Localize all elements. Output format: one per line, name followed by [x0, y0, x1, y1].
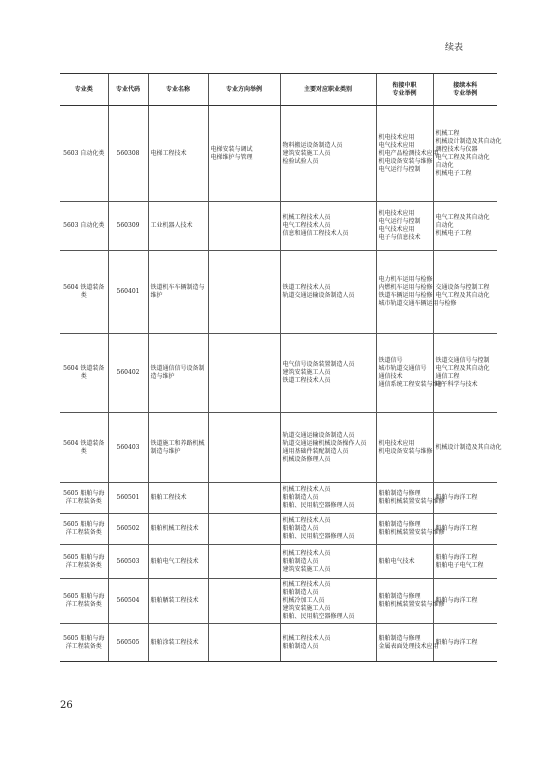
bachelor-cell: 船舶与海洋工程	[433, 483, 497, 514]
category-cell: 5605 船舶与海洋工程装备类	[60, 514, 108, 545]
secondary-cell: 船舶制造与修理 船舶机械装置安装与维修	[376, 579, 433, 624]
table-row	[60, 251, 497, 334]
bachelor-cell: 船舶与海洋工程	[433, 514, 497, 545]
table-row	[60, 106, 497, 202]
name-cell: 船舶机械工程技术	[148, 514, 208, 545]
occupation-cell: 铁道工程技术人员 轨道交通运输设备制造人员	[280, 251, 376, 334]
code-cell: 560504	[108, 579, 148, 624]
category-cell: 5603 自动化类	[60, 202, 108, 251]
code-cell: 560401	[108, 251, 148, 334]
table-row	[60, 624, 497, 662]
direction-cell	[208, 251, 280, 334]
header-cell: 主要对应职业类别	[280, 74, 376, 106]
bachelor-cell: 电气工程及其自动化 自动化 机械电子工程	[433, 202, 497, 251]
table-row	[60, 413, 497, 483]
occupation-cell: 机械工程技术人员 船舶制造人员 船舶、民用航空器修理人员	[280, 514, 376, 545]
code-cell: 560502	[108, 514, 148, 545]
bachelor-cell: 船舶与海洋工程	[433, 579, 497, 624]
header-cell: 专业类	[60, 74, 108, 106]
occupation-cell: 电气信号设备装置制造人员 建筑安装施工人员 铁道工程技术人员	[280, 334, 376, 413]
occupation-cell: 机械工程技术人员 船舶制造人员 船舶、民用航空器修理人员	[280, 483, 376, 514]
category-cell: 5605 船舶与海洋工程装备类	[60, 579, 108, 624]
header-cell: 衔接中职 专业举例	[376, 74, 433, 106]
name-cell: 船舶电气工程技术	[148, 545, 208, 579]
table-row	[60, 545, 497, 579]
bachelor-cell: 铁道交通信号与控制 电气工程及其自动化 通信工程 电子科学与技术	[433, 334, 497, 413]
name-cell: 铁道机车车辆制造与维护	[148, 251, 208, 334]
secondary-cell: 机电技术应用 电气技术应用 机电产品检测技术应用 机电设备安装与维修 电气运行与控制	[376, 106, 433, 202]
occupation-cell: 机械工程技术人员 船舶制造人员	[280, 624, 376, 662]
code-cell: 560505	[108, 624, 148, 662]
header-cell: 专业方向举例	[208, 74, 280, 106]
category-cell: 5605 船舶与海洋工程装备类	[60, 624, 108, 662]
continued-label: 续表	[445, 43, 464, 53]
table-row	[60, 483, 497, 514]
occupation-cell: 机械工程技术人员 电气工程技术人员 信息和通信工程技术人员	[280, 202, 376, 251]
secondary-cell: 电力机车运用与检修 内燃机车运用与检修 铁道车辆运用与检修 城市轨道交通车辆运用与检修	[376, 251, 433, 334]
code-cell: 560402	[108, 334, 148, 413]
direction-cell	[208, 579, 280, 624]
secondary-cell: 船舶制造与修理 船舶机械装置安装与维修	[376, 483, 433, 514]
name-cell: 工业机器人技术	[148, 202, 208, 251]
table-row	[60, 579, 497, 624]
code-cell: 560309	[108, 202, 148, 251]
table-row	[60, 334, 497, 413]
secondary-cell: 机电技术应用 电气运行与控制 电气技术应用 电子与信息技术	[376, 202, 433, 251]
page-number: 26	[60, 700, 73, 711]
secondary-cell: 船舶制造与修理 金属表面处理技术应用	[376, 624, 433, 662]
category-cell: 5603 自动化类	[60, 106, 108, 202]
header-cell: 专业代码	[108, 74, 148, 106]
category-cell: 5604 铁道装备类	[60, 334, 108, 413]
name-cell: 铁道施工和养路机械制造与维护	[148, 413, 208, 483]
name-cell: 船舶工程技术	[148, 483, 208, 514]
name-cell: 铁道通信信号设备制造与维护	[148, 334, 208, 413]
direction-cell	[208, 483, 280, 514]
direction-cell	[208, 624, 280, 662]
header-cell: 专业名称	[148, 74, 208, 106]
bachelor-cell: 船舶与海洋工程	[433, 624, 497, 662]
bachelor-cell: 机械工程 机械设计制造及其自动化 测控技术与仪器 电气工程及其自动化 自动化 机械电子工程	[433, 106, 497, 202]
name-cell: 船舶舾装工程技术	[148, 579, 208, 624]
direction-cell	[208, 334, 280, 413]
direction-cell	[208, 545, 280, 579]
table-row	[60, 514, 497, 545]
header-cell: 接续本科 专业举例	[433, 74, 497, 106]
direction-cell: 电梯安装与调试 电梯维护与管理	[208, 106, 280, 202]
code-cell: 560501	[108, 483, 148, 514]
category-cell: 5605 船舶与海洋工程装备类	[60, 545, 108, 579]
name-cell: 船舶涂装工程技术	[148, 624, 208, 662]
direction-cell	[208, 514, 280, 545]
table-row	[60, 202, 497, 251]
secondary-cell: 机电技术应用 机电设备安装与维修	[376, 413, 433, 483]
category-cell: 5604 铁道装备类	[60, 251, 108, 334]
secondary-cell: 铁道信号 城市轨道交通信号 通信技术 通信系统工程安装与维护	[376, 334, 433, 413]
bachelor-cell: 船舶与海洋工程 船舶电子电气工程	[433, 545, 497, 579]
code-cell: 560403	[108, 413, 148, 483]
direction-cell	[208, 413, 280, 483]
code-cell: 560308	[108, 106, 148, 202]
major-table	[60, 73, 502, 662]
category-cell: 5605 船舶与海洋工程装备类	[60, 483, 108, 514]
secondary-cell: 船舶制造与修理 船舶机械装置安装与维修	[376, 514, 433, 545]
secondary-cell: 船舶电气技术	[376, 545, 433, 579]
table-header-row	[60, 74, 497, 106]
occupation-cell: 机械工程技术人员 船舶制造人员 建筑安装施工人员	[280, 545, 376, 579]
bachelor-cell: 机械设计制造及其自动化	[433, 413, 497, 483]
direction-cell	[208, 202, 280, 251]
code-cell: 560503	[108, 545, 148, 579]
name-cell: 电梯工程技术	[148, 106, 208, 202]
bachelor-cell: 交通设备与控制工程 电气工程及其自动化	[433, 251, 497, 334]
occupation-cell: 机械工程技术人员 船舶制造人员 机械冷加工人员 建筑安装施工人员 船舶、民用航空器修理人员	[280, 579, 376, 624]
occupation-cell: 物料搬运设备制造人员 建筑安装施工人员 检验试验人员	[280, 106, 376, 202]
category-cell: 5604 铁道装备类	[60, 413, 108, 483]
occupation-cell: 轨道交通运输设备制造人员 轨道交通运输机械设备操作人员 通用基础件装配制造人员 机械设备修理人员	[280, 413, 376, 483]
